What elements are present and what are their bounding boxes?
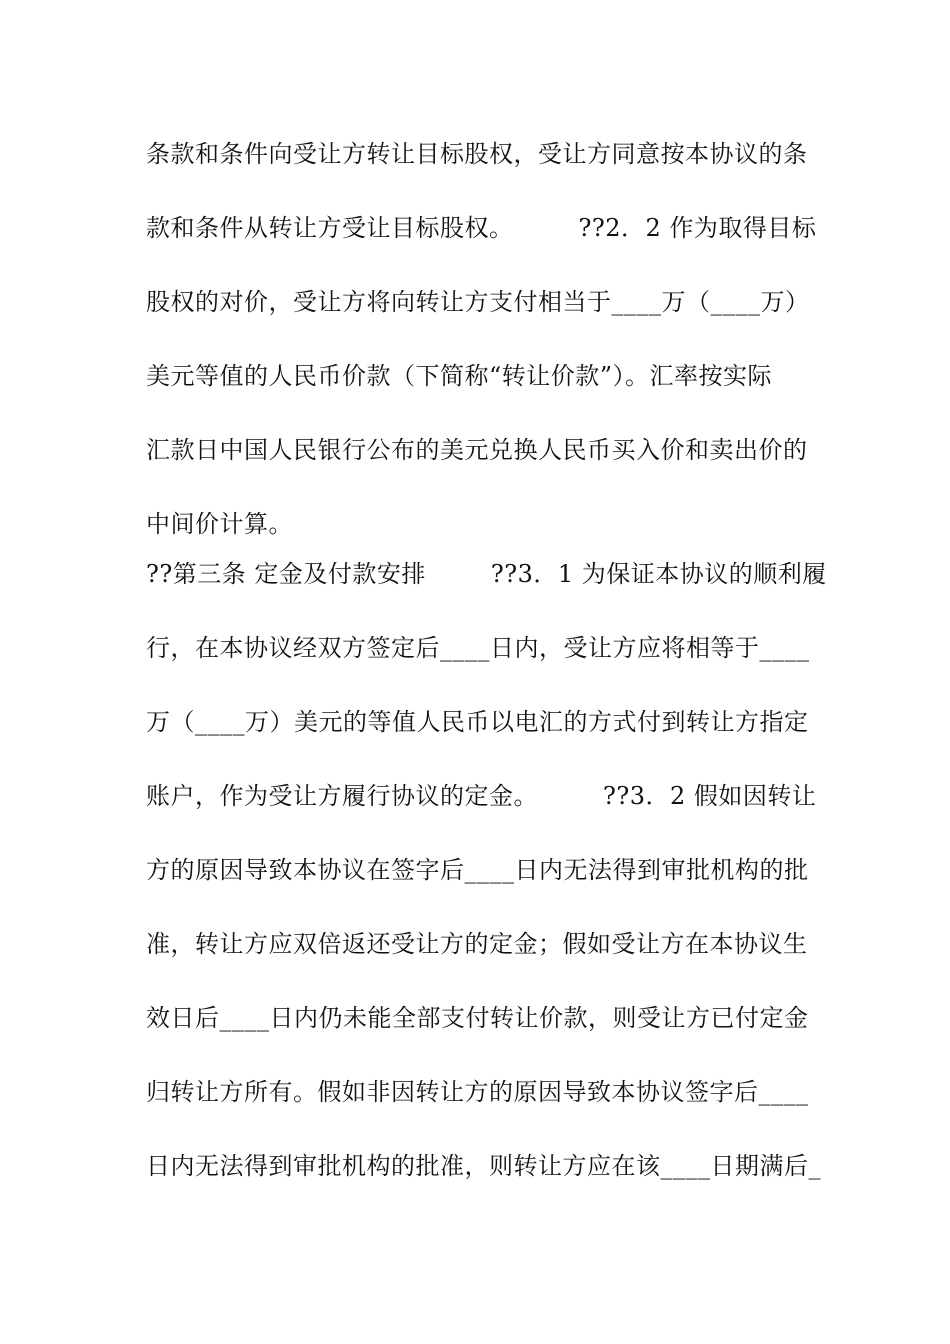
text-line: 条款和条件向受让方转让目标股权，受让方同意按本协议的条 — [146, 140, 808, 168]
text-line: 美元等值的人民币价款（下简称“转让价款”）。汇率按实际 — [146, 362, 773, 390]
text-line: 中间价计算。 — [146, 510, 293, 538]
text-line: 准，转让方应双倍返还受让方的定金；假如受让方在本协议生 — [146, 930, 808, 958]
document-body — [146, 127, 826, 1213]
text-line: 股权的对价，受让方将向转让方支付相当于____万（____万） — [146, 288, 810, 316]
text-line: 方的原因导致本协议在签字后____日内无法得到审批机构的批 — [146, 856, 809, 884]
text-line: 账户，作为受让方履行协议的定金。 ??3．2 假如因转让 — [146, 782, 817, 810]
text-line: 汇款日中国人民银行公布的美元兑换人民币买入价和卖出价的 — [146, 436, 808, 464]
text-line: 款和条件从转让方受让目标股权。 ??2．2 作为取得目标 — [146, 214, 817, 242]
text-line: 归转让方所有。假如非因转让方的原因导致本协议签字后____ — [146, 1078, 809, 1106]
text-line: 行，在本协议经双方签定后____日内，受让方应将相等于____ — [146, 634, 810, 662]
text-line: 日内无法得到审批机构的批准，则转让方应在该____日期满后_ — [146, 1152, 821, 1180]
text-line: 效日后____日内仍未能全部支付转让价款，则受让方已付定金 — [146, 1004, 809, 1032]
text-line: 万（____万）美元的等值人民币以电汇的方式付到转让方指定 — [146, 708, 809, 736]
section-heading-line: ??第三条 定金及付款安排 ??3．1 为保证本协议的顺利履 — [146, 560, 827, 588]
